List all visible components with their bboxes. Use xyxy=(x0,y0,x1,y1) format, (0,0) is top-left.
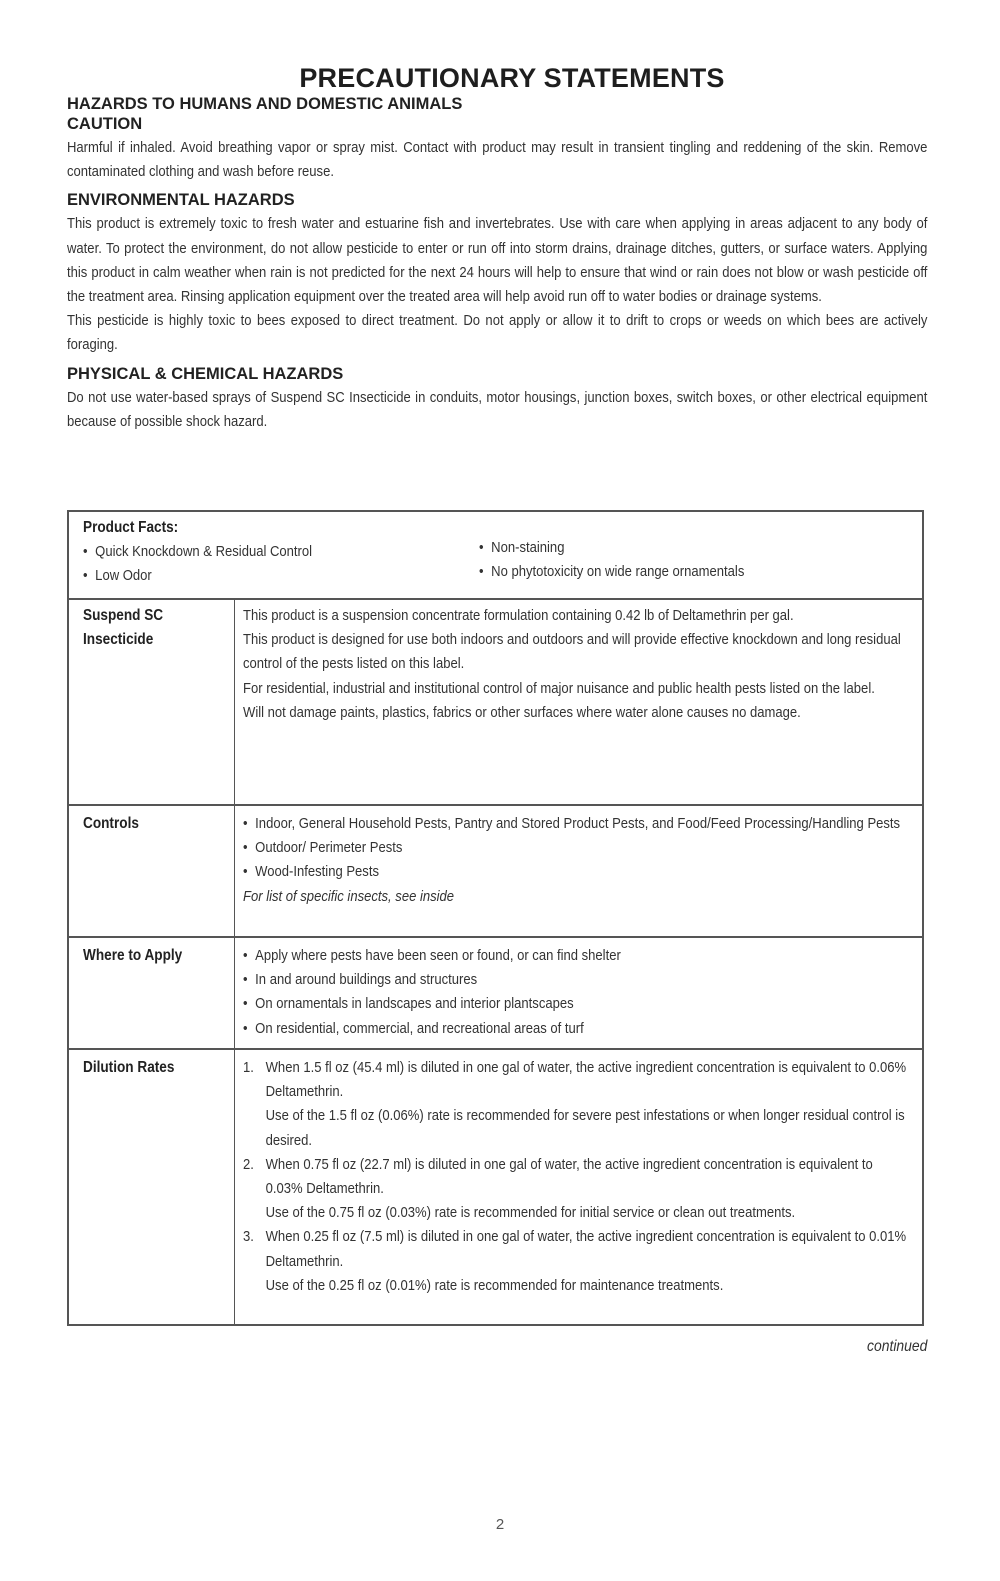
product-paragraph: For residential, industrial and institutional control of major nuisance and public health pests listed on the label. xyxy=(243,679,875,697)
where-to-apply-row xyxy=(69,936,922,1050)
product-facts-row xyxy=(69,512,922,598)
physical-text: Do not use water-based sprays of Suspend SC Insecticide in conduits, motor housings, junction boxes, switch boxes, or other electrical equipment because of possible shock hazard. xyxy=(67,388,928,430)
product-facts-col2 xyxy=(479,536,879,584)
column-divider xyxy=(234,938,235,1050)
dilution-item-number: 2. xyxy=(243,1155,254,1173)
where-to-apply-label: Where to Apply xyxy=(83,947,183,964)
product-description-row xyxy=(69,598,922,806)
column-divider xyxy=(234,806,235,938)
environmental-paragraph: This product is extremely toxic to fresh water and estuarine fish and invertebrates. Use with care when applying in areas adjacent to any body of water. To protect the environment, do not allow pesticide to enter or run off into storm drains, drainage ditches, gutters, or surface waters. Applying this product in calm weather when rain is not predicted for the next 24 hours will help to ensure that wind or rain does not blow or wash pesticide off the treatment area. Rinsing application equipment over the treated area will help avoid run off to water bodies or drainage systems. xyxy=(67,215,928,306)
dilution-item-use: Use of the 0.75 fl oz (0.03%) rate is recommended for initial service or clean out treatments. xyxy=(265,1204,796,1222)
where-to-apply-item: • On residential, commercial, and recreational areas of turf xyxy=(243,1017,913,1041)
controls-note: For list of specific insects, see inside xyxy=(243,887,455,905)
page-title: PRECAUTIONARY STATEMENTS xyxy=(299,63,725,93)
product-fact-item: • Low Odor xyxy=(83,564,414,588)
dilution-item-number: 1. xyxy=(243,1059,254,1076)
controls-item: • Outdoor/ Perimeter Pests xyxy=(243,836,913,860)
product-facts-label: Product Facts: xyxy=(83,519,179,536)
dilution-item-number: 3. xyxy=(243,1228,254,1246)
product-fact-item: • Non-staining xyxy=(479,536,879,560)
environmental-paragraph: This pesticide is highly toxic to bees exposed to direct treatment. Do not apply or allow it to drift to crops or weeds on which bees are actively foraging. xyxy=(67,312,928,354)
product-paragraph: This product is a suspension concentrate formulation containing 0.42 lb of Deltamethrin per gal. xyxy=(243,607,794,624)
controls-item: • Indoor, General Household Pests, Pantry and Stored Product Pests, and Food/Feed Processing/Handling Pests xyxy=(243,812,913,836)
dilution-rates-row xyxy=(69,1048,922,1324)
product-info-table xyxy=(67,510,924,1326)
hazards-humans-heading: HAZARDS TO HUMANS AND DOMESTIC ANIMALS xyxy=(67,95,463,113)
precautionary-section xyxy=(67,62,927,434)
hazards-humans-text: Harmful if inhaled. Avoid breathing vapor or spray mist. Contact with product may result in transient tingling and reddening of the skin. Remove contaminated clothing and wash before reuse. xyxy=(67,139,928,181)
page-number: 2 xyxy=(495,1516,505,1533)
dilution-item xyxy=(243,1056,913,1153)
product-label-line: Suspend SC xyxy=(83,607,164,624)
product-paragraph: Will not damage paints, plastics, fabrics or other surfaces where water alone causes no damage. xyxy=(243,703,801,721)
dilution-item-text: When 0.25 fl oz (7.5 ml) is diluted in one gal of water, the active ingredient concentration is equivalent to 0.01% Deltamethrin. xyxy=(265,1228,907,1270)
controls-row xyxy=(69,804,922,938)
controls-label: Controls xyxy=(83,815,139,832)
product-paragraph: This product is designed for use both indoors and outdoors and will provide effective knockdown and long residual control of the pests listed on this label. xyxy=(243,631,901,673)
product-label-line: Insecticide xyxy=(83,631,154,648)
dilution-item-use: Use of the 0.25 fl oz (0.01%) rate is recommended for maintenance treatments. xyxy=(265,1276,724,1294)
dilution-rates-label: Dilution Rates xyxy=(83,1059,175,1076)
where-to-apply-item: • On ornamentals in landscapes and interior plantscapes xyxy=(243,992,913,1016)
where-to-apply-list xyxy=(243,944,913,1041)
controls-list xyxy=(243,812,913,909)
physical-heading: PHYSICAL & CHEMICAL HAZARDS xyxy=(67,364,344,383)
product-facts-col1 xyxy=(83,540,414,588)
dilution-rates-list xyxy=(243,1056,913,1298)
where-to-apply-item: • In and around buildings and structures xyxy=(243,968,913,992)
dilution-item-text: When 0.75 fl oz (22.7 ml) is diluted in one gal of water, the active ingredient concentration is equivalent to 0.03% Deltamethrin. xyxy=(265,1155,873,1198)
where-to-apply-item: • Apply where pests have been seen or found, or can find shelter xyxy=(243,944,913,968)
column-divider xyxy=(234,1050,235,1324)
product-label xyxy=(83,604,163,652)
product-fact-item: • Quick Knockdown & Residual Control xyxy=(83,540,414,564)
controls-item: • Wood-Infesting Pests xyxy=(243,860,913,884)
environmental-heading: ENVIRONMENTAL HAZARDS xyxy=(67,191,295,210)
dilution-item-use: Use of the 1.5 fl oz (0.06%) rate is recommended for severe pest infestations or when longer residual control is desired. xyxy=(265,1107,905,1149)
dilution-item xyxy=(243,1153,913,1226)
dilution-item-text: When 1.5 fl oz (45.4 ml) is diluted in one gal of water, the active ingredient concentration is equivalent to 0.06% Deltamethrin. xyxy=(265,1059,907,1101)
product-fact-item: • No phytotoxicity on wide range ornamentals xyxy=(479,560,879,584)
dilution-item xyxy=(243,1225,913,1298)
column-divider xyxy=(234,600,235,806)
product-description xyxy=(243,604,913,725)
caution-signal-word: CAUTION xyxy=(67,115,143,133)
continued-note: continued xyxy=(866,1338,927,1355)
